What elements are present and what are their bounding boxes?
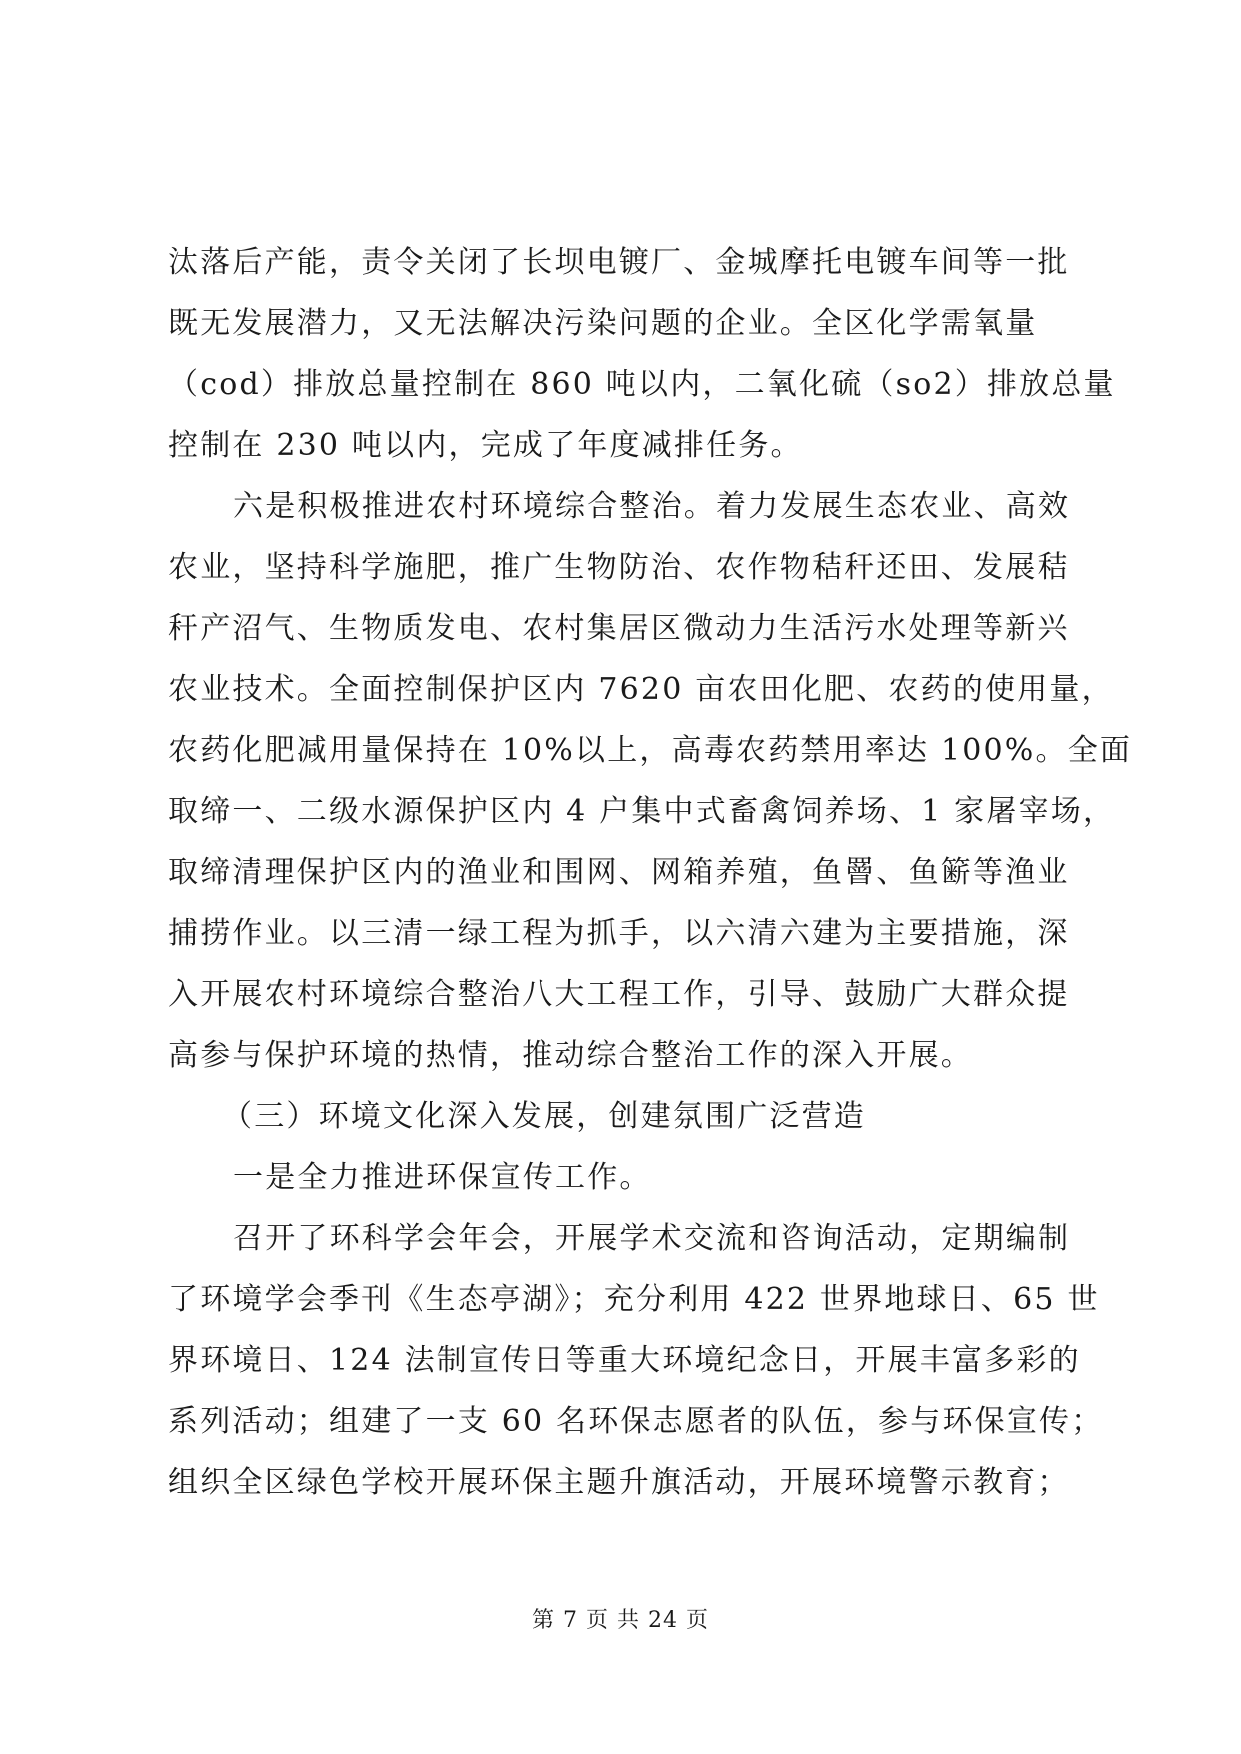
- text-line: 高参与保护环境的热情，推动综合整治工作的深入开展。: [168, 1038, 973, 1073]
- text-line: 农药化肥减用量保持在 10%以上，高毒农药禁用率达 100%。全面: [168, 733, 1133, 768]
- page-footer: 第 7 页 共 24 页: [532, 1608, 709, 1633]
- text-line: 农业技术。全面控制保护区内 7620 亩农田化肥、农药的使用量，: [168, 672, 1114, 707]
- text-line: 农业，坚持科学施肥，推广生物防治、农作物秸秆还田、发展秸: [168, 550, 1070, 585]
- text-line: 秆产沼气、生物质发电、农村集居区微动力生活污水处理等新兴: [168, 611, 1070, 646]
- text-line: 控制在 230 吨以内，完成了年度减排任务。: [168, 428, 803, 463]
- paragraph-start-line: 六是积极推进农村环境综合整治。着力发展生态农业、高效: [233, 489, 1071, 524]
- text-line: 组织全区绿色学校开展环保主题升旗活动，开展环境警示教育；: [168, 1465, 1070, 1500]
- text-line: 取缔一、二级水源保护区内 4 户集中式畜禽饲养场、1 家屠宰场，: [168, 794, 1116, 829]
- text-line: 了环境学会季刊《生态亭湖》；充分利用 422 世界地球日、65 世: [168, 1282, 1100, 1317]
- text-line: 捕捞作业。以三清一绿工程为抓手，以六清六建为主要措施，深: [168, 916, 1070, 951]
- text-line: 界环境日、124 法制宣传日等重大环境纪念日，开展丰富多彩的: [168, 1343, 1081, 1378]
- text-line: 取缔清理保护区内的渔业和围网、网箱养殖，鱼罾、鱼簖等渔业: [168, 855, 1070, 890]
- text-line: 入开展农村环境综合整治八大工程工作，引导、鼓励广大群众提: [168, 977, 1070, 1012]
- text-line: 系列活动；组建了一支 60 名环保志愿者的队伍，参与环保宣传；: [168, 1404, 1104, 1439]
- text-line: 汰落后产能，责令关闭了长坝电镀厂、金城摩托电镀车间等一批: [168, 245, 1070, 280]
- body-text: [168, 232, 1133, 1513]
- paragraph-start-line: 召开了环科学会年会，开展学术交流和咨询活动，定期编制: [233, 1221, 1071, 1256]
- text-line: 既无发展潜力，又无法解决污染问题的企业。全区化学需氧量: [168, 306, 1038, 341]
- section-heading: （三）环境文化深入发展，创建氛围广泛营造: [222, 1099, 866, 1134]
- subheading-line: 一是全力推进环保宣传工作。: [233, 1160, 652, 1195]
- text-line: （cod）排放总量控制在 860 吨以内，二氧化硫（so2）排放总量: [168, 367, 1116, 402]
